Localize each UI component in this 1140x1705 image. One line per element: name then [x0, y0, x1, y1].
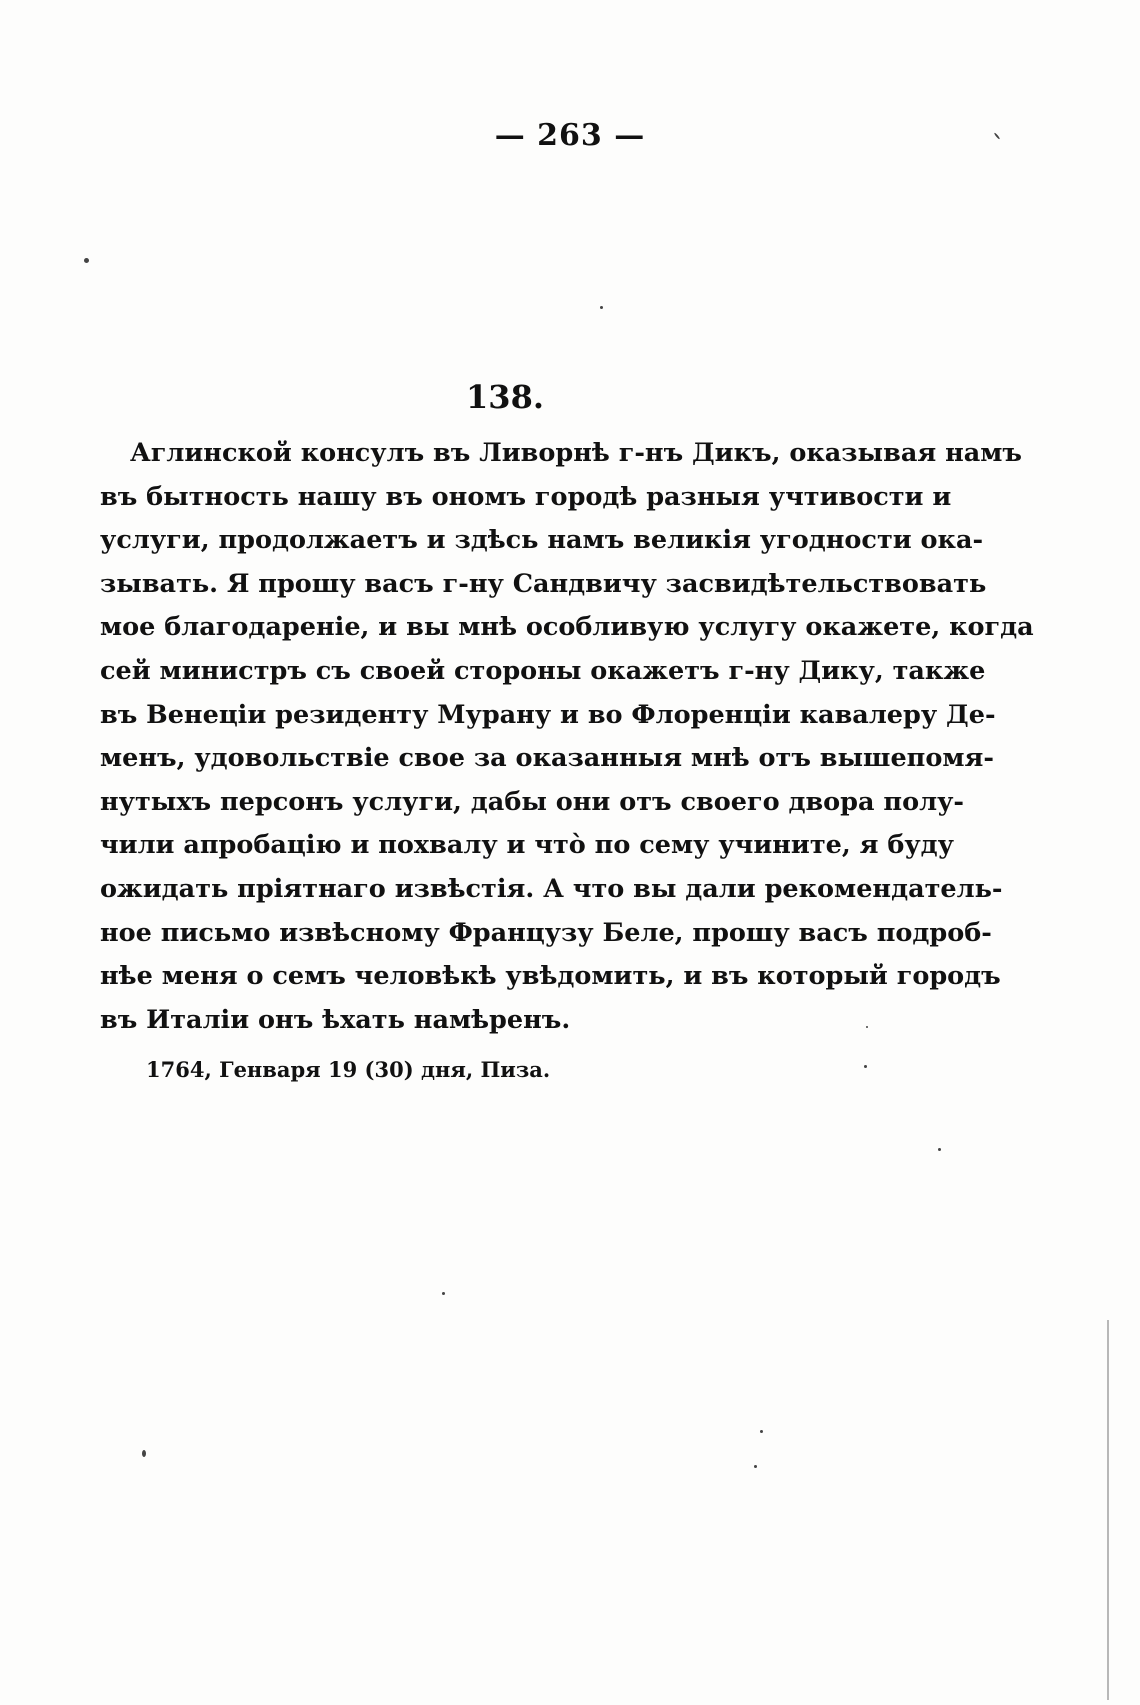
- scan-speck: [760, 1430, 763, 1433]
- text-line: въ Венеціи резиденту Мурану и во Флоренціи кавалеру Де-: [100, 699, 996, 730]
- text-line: чили апробацію и похвалу и чтò по сему учините, я буду: [100, 830, 954, 861]
- text-line: ожидать пріятнаго извѣстія. А что вы дали рекомендатель-: [100, 873, 1003, 904]
- text-line: мое благодареніе, и вы мнѣ особливую услугу окажете, когда: [100, 612, 1034, 643]
- scan-speck: [600, 306, 603, 309]
- page-edge-shadow: [1107, 1320, 1109, 1700]
- scan-speck: [442, 1292, 445, 1295]
- text-line: въ Италіи онъ ѣхать намѣренъ.: [100, 1004, 571, 1035]
- scan-speck: [754, 1465, 757, 1468]
- text-line: услуги, продолжаетъ и здѣсь намъ великія угодности ока-: [100, 525, 984, 556]
- text-line: зывать. Я прошу васъ г-ну Сандвичу засвидѣтельствовать: [100, 568, 987, 599]
- text-line: Аглинской консулъ въ Ливорнѣ г-нъ Дикъ, оказывая намъ: [130, 438, 1022, 468]
- scan-speck: [864, 1065, 867, 1068]
- text-line: нутыхъ персонъ услуги, дабы они отъ своего двора полу-: [100, 786, 964, 817]
- date-line: 1764, Генваря 19 (30) дня, Пиза.: [146, 1057, 551, 1082]
- scan-speck: [938, 1148, 941, 1151]
- text-line: нѣе меня о семъ человѣкѣ увѣдомить, и въ который городъ: [100, 961, 1001, 992]
- scan-speck: [866, 1026, 868, 1028]
- page-number: — 263 —: [494, 118, 646, 153]
- text-line: ное письмо извѣсному Французу Беле, прошу васъ подроб-: [100, 917, 992, 948]
- text-line: менъ, удовольствіе свое за оказанныя мнѣ отъ вышепомя-: [100, 743, 994, 774]
- document-number: 138.: [466, 378, 544, 416]
- text-line: въ бытность нашу въ ономъ городѣ разныя учтивости и: [100, 481, 952, 512]
- scan-speck: [84, 258, 89, 263]
- text-line: сей министръ съ своей стороны окажетъ г-ну Дику, также: [100, 655, 986, 686]
- letter-body: [100, 432, 1034, 1042]
- scan-speck: [142, 1450, 146, 1457]
